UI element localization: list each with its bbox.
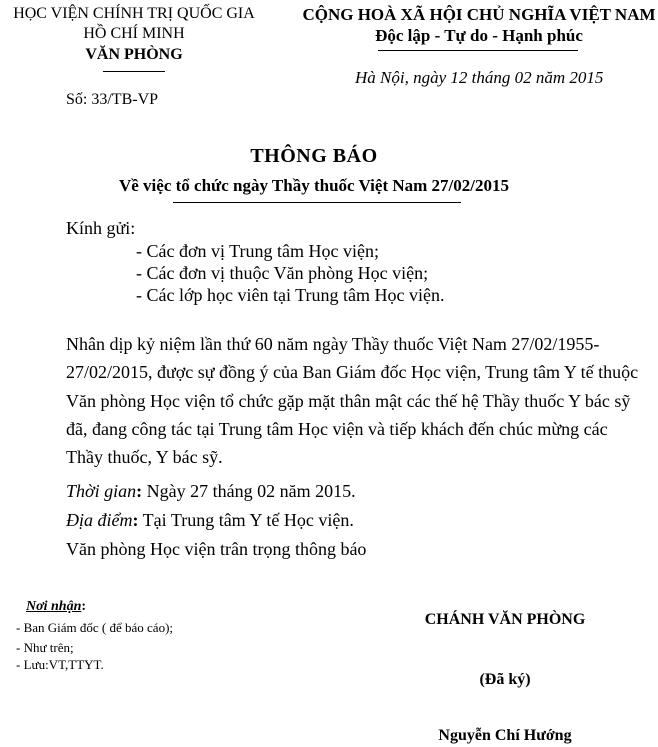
subject-divider <box>173 202 461 203</box>
paragraph-line: Thầy thuốc, Y bác sỹ. <box>66 447 223 467</box>
closing-line: Văn phòng Học viện trân trọng thông báo <box>66 539 367 559</box>
footer-recipient-item: - Lưu:VT,TTYT. <box>16 657 104 672</box>
signed-note: (Đã ký) <box>479 671 531 688</box>
footer-recipient-item: - Như trên; <box>16 640 74 655</box>
signer-position: CHÁNH VĂN PHÒNG <box>424 611 586 628</box>
time-label: Thời gian <box>66 481 137 501</box>
time-value: Ngày 27 tháng 02 năm 2015. <box>142 481 356 501</box>
footer-label-text: Nơi nhận <box>26 599 82 614</box>
time-colon: : <box>136 481 143 501</box>
footer-label-colon: : <box>81 599 87 614</box>
place-colon: : <box>132 510 139 530</box>
paragraph-line: Nhân dịp kỷ niệm lần thứ 60 năm ngày Thầy thuốc Việt Nam 27/02/1955- <box>66 334 600 354</box>
document-title: THÔNG BÁO <box>250 145 378 167</box>
place-label: Địa điểm <box>66 510 133 530</box>
signer-name: Nguyễn Chí Hướng <box>438 727 572 744</box>
org-line-1: HỌC VIỆN CHÍNH TRỊ QUỐC GIA <box>13 5 255 22</box>
paragraph-line: đã, đang công tác tại Trung tâm Học viện và tiếp khách đến chúc mừng các <box>66 419 608 439</box>
recipient-item: - Các lớp học viên tại Trung tâm Học viện. <box>136 285 445 305</box>
paragraph-line: Văn phòng Học viện tổ chức gặp mặt thân mật các thế hệ Thầy thuốc Y bác sỹ <box>66 391 631 411</box>
recipient-item: - Các đơn vị thuộc Văn phòng Học viện; <box>136 263 429 283</box>
org-line-2: HỒ CHÍ MINH <box>83 25 185 42</box>
org-divider <box>103 71 165 72</box>
footer-recipient-item: - Ban Giám đốc ( để báo cáo); <box>16 620 174 635</box>
recipients-label: Kính gửi: <box>66 218 136 238</box>
place-value: Tại Trung tâm Y tế Học viện. <box>138 510 354 530</box>
document-subject: Về việc tổ chức ngày Thầy thuốc Việt Nam 27/02/2015 <box>118 176 509 195</box>
paragraph-line: 27/02/2015, được sự đồng ý của Ban Giám đốc Học viện, Trung tâm Y tế thuộc <box>66 362 639 382</box>
place-line <box>66 510 354 531</box>
recipient-item: - Các đơn vị Trung tâm Học viện; <box>136 241 379 261</box>
motto: Độc lập - Tự do - Hạnh phúc <box>375 26 583 45</box>
footer-recipients-label <box>26 599 86 615</box>
time-line <box>66 481 356 502</box>
org-unit: VĂN PHÒNG <box>85 46 183 63</box>
motto-divider <box>378 50 578 51</box>
doc-number: Số: 33/TB-VP <box>66 91 159 108</box>
place-date: Hà Nội, ngày 12 tháng 02 năm 2015 <box>355 68 604 87</box>
nation-header: CỘNG HOÀ XÃ HỘI CHỦ NGHĨA VIỆT NAM <box>302 5 656 24</box>
